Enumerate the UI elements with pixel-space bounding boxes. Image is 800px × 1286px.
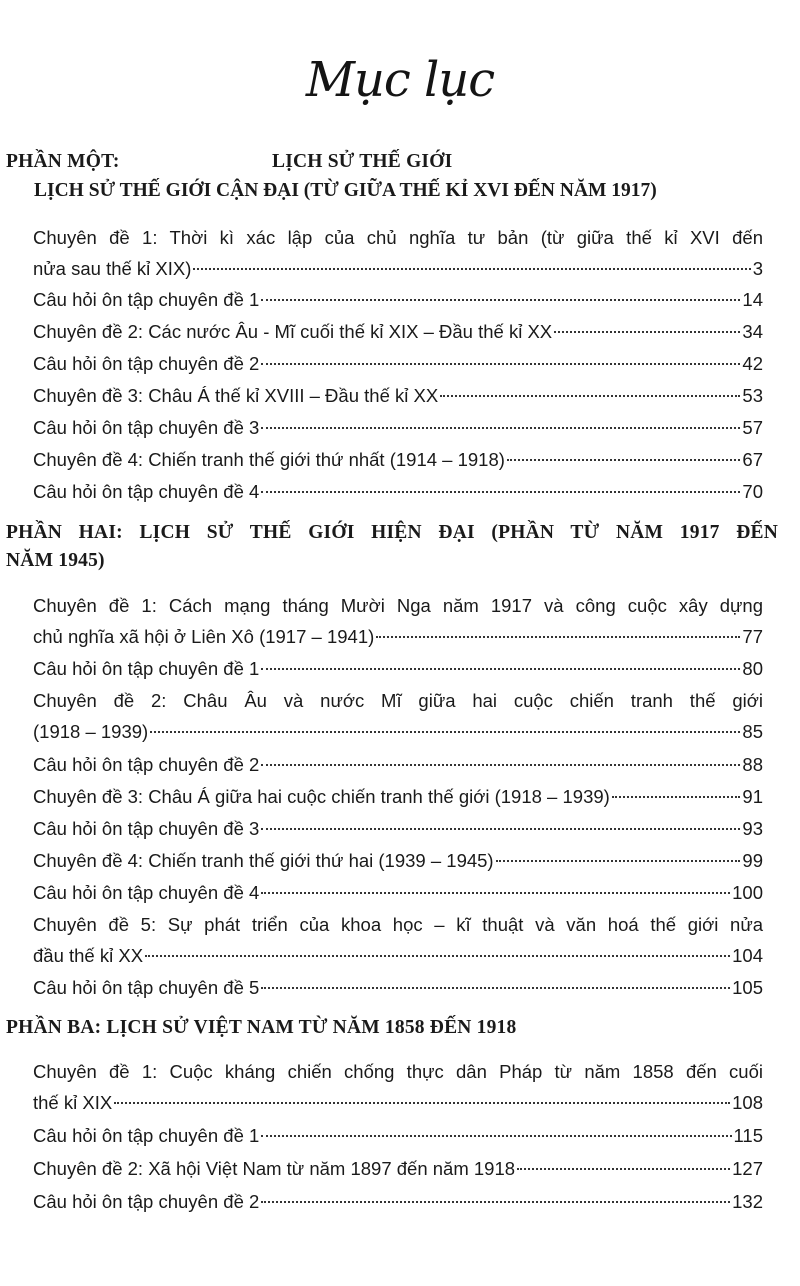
part-two-heading-line2: NĂM 1945)	[6, 550, 105, 571]
dot-leader	[261, 490, 740, 493]
toc-entry-page: 91	[742, 786, 763, 807]
toc-entry-text: Chuyên đề 3: Châu Á giữa hai cuộc chiến tranh thế giới (1918 – 1939)	[33, 786, 610, 807]
dot-leader	[193, 267, 750, 270]
toc-entry-text: (1918 – 1939)	[33, 721, 149, 742]
toc-entry-page: 53	[742, 385, 763, 406]
toc-entry-text: Câu hỏi ôn tập chuyên đề 2	[33, 754, 260, 775]
toc-entry[interactable]	[33, 380, 763, 411]
toc-entry[interactable]	[33, 590, 763, 652]
toc-entry-page: 104	[732, 945, 763, 966]
toc-entry[interactable]	[33, 877, 763, 908]
toc-entry-text: Chuyên đề 3: Châu Á thế kỉ XVIII – Đầu thế kỉ XX	[33, 385, 439, 406]
toc-entry[interactable]	[33, 348, 763, 379]
toc-entry-text: Câu hỏi ôn tập chuyên đề 2	[33, 353, 260, 374]
part-three-heading: PHẦN BA: LỊCH SỬ VIỆT NAM TỪ NĂM 1858 ĐẾN 1918	[6, 1017, 517, 1038]
toc-entry[interactable]	[33, 653, 763, 684]
toc-entry[interactable]	[33, 972, 763, 1003]
toc-entry[interactable]	[33, 685, 763, 747]
toc-entry[interactable]	[33, 1120, 763, 1151]
toc-entry[interactable]	[33, 316, 763, 347]
dot-leader	[261, 362, 740, 365]
dot-leader	[554, 330, 740, 333]
dot-leader	[376, 635, 740, 638]
toc-entry-page: 93	[742, 818, 763, 839]
dot-leader	[261, 763, 740, 766]
toc-entry-page: 42	[742, 353, 763, 374]
toc-entry-text-line1: Chuyên đề 1: Cách mạng tháng Mười Nga năm 1917 và công cuộc xây dựng	[33, 595, 763, 616]
toc-entry-page: 85	[742, 721, 763, 742]
part-one-subtitle: LỊCH SỬ THẾ GIỚI CẬN ĐẠI (TỪ GIỮA THẾ KỈ XVI ĐẾN NĂM 1917)	[34, 180, 657, 201]
part-one-label: PHẦN MỘT:	[6, 151, 120, 172]
toc-entry-text: Chuyên đề 2: Các nước Âu - Mĩ cuối thế kỉ XIX – Đầu thế kỉ XX	[33, 321, 553, 342]
toc-entry-page: 115	[733, 1125, 763, 1146]
dot-leader	[261, 891, 730, 894]
toc-entry-text: thế kỉ XIX	[33, 1092, 113, 1113]
dot-leader	[261, 1134, 731, 1137]
dot-leader	[261, 426, 740, 429]
part-two-heading	[6, 519, 778, 575]
toc-entry[interactable]	[33, 476, 763, 507]
toc-entry-text: Câu hỏi ôn tập chuyên đề 3	[33, 818, 260, 839]
toc-entry[interactable]	[33, 1186, 763, 1217]
dot-leader	[517, 1167, 730, 1170]
toc-entry[interactable]	[33, 412, 763, 443]
toc-entry-text: Câu hỏi ôn tập chuyên đề 4	[33, 481, 260, 502]
toc-entry-page: 127	[732, 1158, 763, 1179]
toc-entry-text: chủ nghĩa xã hội ở Liên Xô (1917 – 1941)	[33, 626, 375, 647]
toc-entry-text: Câu hỏi ôn tập chuyên đề 1	[33, 1125, 260, 1146]
toc-entry-text: Chuyên đề 4: Chiến tranh thế giới thứ nhất (1914 – 1918)	[33, 449, 505, 470]
toc-entry[interactable]	[33, 749, 763, 780]
part-two-heading-line1: PHẦN HAI: LỊCH SỬ THẾ GIỚI HIỆN ĐẠI (PHẦN TỪ NĂM 1917 ĐẾN	[6, 522, 778, 543]
toc-entry-text: Câu hỏi ôn tập chuyên đề 2	[33, 1191, 260, 1212]
dot-leader	[507, 458, 741, 461]
toc-entry-text-line1: Chuyên đề 1: Thời kì xác lập của chủ nghĩa tư bản (từ giữa thế kỉ XVI đến	[33, 227, 763, 248]
dot-leader	[145, 954, 730, 957]
page-title: Mục lục	[305, 52, 495, 108]
dot-leader	[261, 667, 740, 670]
toc-entry-text: nửa sau thế kỉ XIX)	[33, 258, 192, 279]
toc-entry-text: Câu hỏi ôn tập chuyên đề 5	[33, 977, 260, 998]
toc-entry-page: 99	[742, 850, 763, 871]
dot-leader	[150, 730, 740, 733]
toc-entry-page: 105	[732, 977, 763, 998]
toc-entry-text: Chuyên đề 4: Chiến tranh thế giới thứ hai (1939 – 1945)	[33, 850, 494, 871]
dot-leader	[114, 1101, 730, 1104]
dot-leader	[261, 1200, 730, 1203]
toc-entry-page: 34	[742, 321, 763, 342]
toc-entry-page: 80	[742, 658, 763, 679]
toc-entry[interactable]	[33, 1056, 763, 1118]
toc-entry-text-line1: Chuyên đề 5: Sự phát triển của khoa học – kĩ thuật và văn hoá thế giới nửa	[33, 914, 763, 935]
toc-entry-page: 14	[742, 289, 763, 310]
dot-leader	[612, 795, 741, 798]
toc-entry-page: 100	[732, 882, 763, 903]
toc-entry[interactable]	[33, 222, 763, 284]
toc-entry-text: Câu hỏi ôn tập chuyên đề 4	[33, 882, 260, 903]
toc-entry[interactable]	[33, 444, 763, 475]
toc-entry-text: Câu hỏi ôn tập chuyên đề 1	[33, 658, 260, 679]
part-one-heading	[6, 148, 786, 176]
toc-entry[interactable]	[33, 813, 763, 844]
toc-entry-text-line1: Chuyên đề 1: Cuộc kháng chiến chống thực dân Pháp từ năm 1858 đến cuối	[33, 1061, 763, 1082]
toc-entry-text-line1: Chuyên đề 2: Châu Âu và nước Mĩ giữa hai cuộc chiến tranh thế giới	[33, 690, 763, 711]
toc-entry-text: Câu hỏi ôn tập chuyên đề 3	[33, 417, 260, 438]
toc-entry[interactable]	[33, 845, 763, 876]
toc-entry-page: 3	[752, 258, 763, 279]
toc-entry-text: Chuyên đề 2: Xã hội Việt Nam từ năm 1897 đến năm 1918	[33, 1158, 516, 1179]
toc-entry-page: 88	[742, 754, 763, 775]
toc-entry[interactable]	[33, 781, 763, 812]
toc-entry[interactable]	[33, 1153, 763, 1184]
toc-entry-page: 67	[742, 449, 763, 470]
part-one-name: LỊCH SỬ THẾ GIỚI	[272, 151, 453, 172]
toc-entry-page: 108	[732, 1092, 763, 1113]
dot-leader	[496, 859, 741, 862]
toc-entry-page: 70	[742, 481, 763, 502]
toc-entry-text: Câu hỏi ôn tập chuyên đề 1	[33, 289, 260, 310]
dot-leader	[261, 827, 740, 830]
toc-entry[interactable]	[33, 909, 763, 971]
dot-leader	[261, 986, 730, 989]
toc-entry-text: đầu thế kỉ XX	[33, 945, 144, 966]
toc-entry-page: 57	[742, 417, 763, 438]
toc-entry[interactable]	[33, 284, 763, 315]
toc-entry-page: 132	[732, 1191, 763, 1212]
dot-leader	[440, 394, 740, 397]
toc-entry-page: 77	[742, 626, 763, 647]
dot-leader	[261, 298, 740, 301]
